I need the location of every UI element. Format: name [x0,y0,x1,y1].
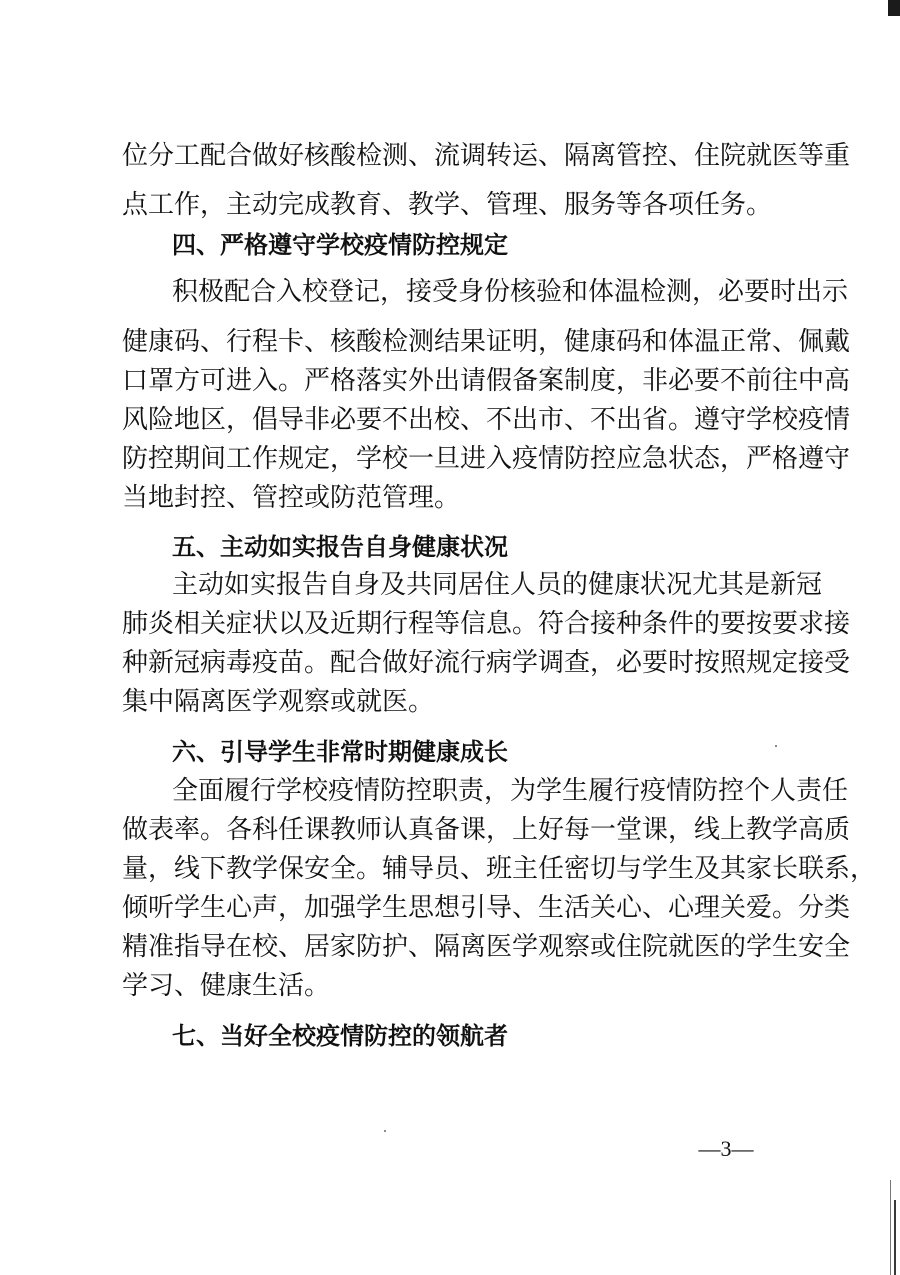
section-heading-5: 五、主动如实报告自身健康状况 [172,533,508,561]
body-text-line: 位分工配合做好核酸检测、流调转运、隔离管控、住院就医等重 [122,141,851,171]
body-text-line: 防控期间工作规定，学校一旦进入疫情防控应急状态，严格遵守 [122,444,851,474]
body-text-line: 主动如实报告自身及共同居住人员的健康状况尤其是新冠 [172,570,823,600]
body-text-line: 倾听学生心声，加强学生思想引导、生活关心、心理关爱。分类 [122,893,851,923]
body-text-line: 当地封控、管控或防范管理。 [122,483,461,513]
section-heading-4: 四、严格遵守学校疫情防控规定 [172,231,508,259]
body-text-line: 量，线下教学保安全。辅导员、班主任密切与学生及其家长联系， [122,854,877,884]
body-text-line: 点工作，主动完成教育、教学、管理、服务等各项任务。 [122,190,773,220]
scan-speck [384,1130,386,1132]
body-text-line: 肺炎相关症状以及近期行程等信息。符合接种条件的要按要求接 [122,609,851,639]
scan-edge-mark [888,0,900,16]
body-text-line: 积极配合入校登记，接受身份核验和体温检测，必要时出示 [172,277,849,307]
body-text-line: 口罩方可进入。严格落实外出请假备案制度，非必要不前往中高 [122,366,851,396]
body-text-line: 做表率。各科任课教师认真备课，上好每一堂课，线上教学高质 [122,815,851,845]
scan-speck [775,745,777,747]
body-text-line: 风险地区，倡导非必要不出校、不出市、不出省。遵守学校疫情 [122,405,851,435]
body-text-line: 健康码、行程卡、核酸检测结果证明，健康码和体温正常、佩戴 [122,327,851,357]
section-heading-6: 六、引导学生非常时期健康成长 [172,738,508,766]
body-text-line: 种新冠病毒疫苗。配合做好流行病学调查，必要时按照规定接受 [122,648,851,678]
body-text-line: 学习、健康生活。 [122,971,331,1001]
section-heading-7: 七、当好全校疫情防控的领航者 [172,1022,508,1050]
body-text-line: 全面履行学校疫情防控职责，为学生履行疫情防控个人责任 [172,776,849,806]
body-text-line: 集中隔离医学观察或就医。 [122,687,435,717]
scan-edge-mark [894,1200,896,1275]
scan-edge-mark [890,1180,891,1275]
page-number: —3— [698,1136,754,1161]
body-text-line: 精准指导在校、居家防护、隔离医学观察或住院就医的学生安全 [122,932,851,962]
